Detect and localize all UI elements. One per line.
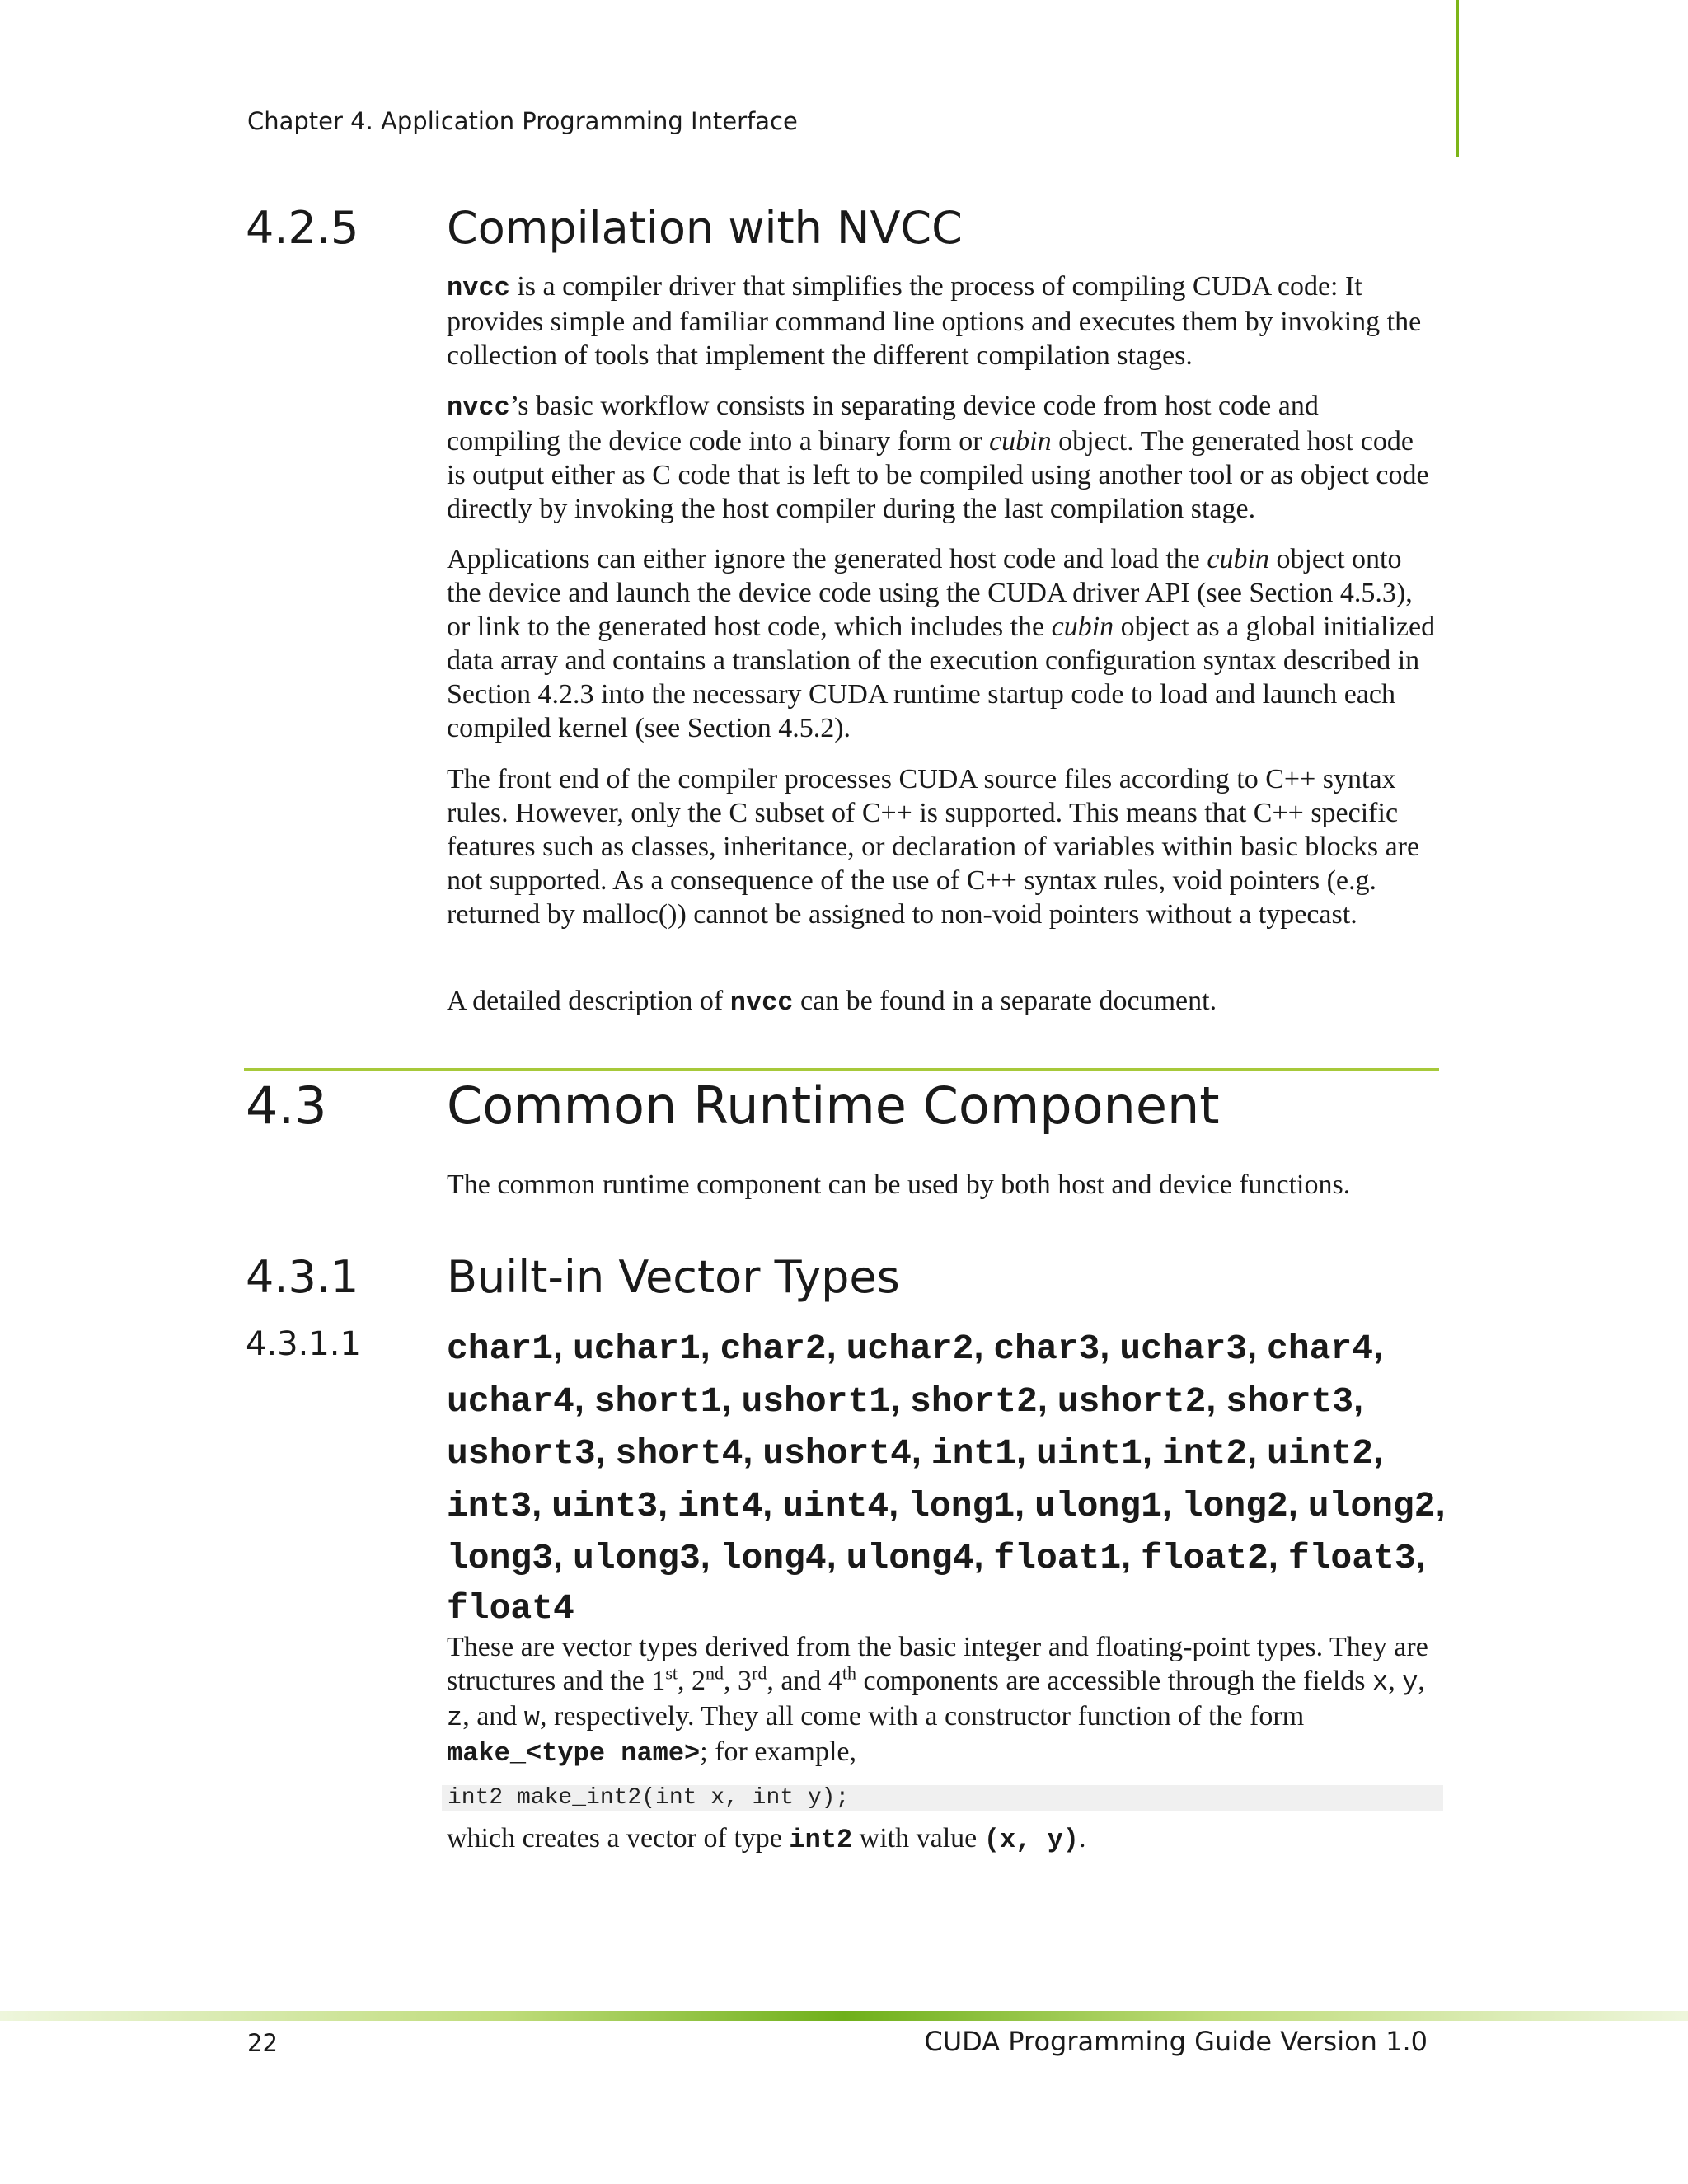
field-name-y: y: [1402, 1667, 1418, 1698]
list-separator: ,: [826, 1536, 846, 1576]
ordinal-suffix: nd: [706, 1662, 724, 1684]
inline-code-nvcc: nvcc: [447, 273, 510, 303]
paragraph-text: object. The generated host code is output either as C code that is left to be compiled using another tool or as object code directly by invoking the host compiler during the last compilation stage.: [447, 426, 1429, 524]
vector-type-name: float4: [447, 1587, 574, 1629]
list-separator: ,: [1142, 1432, 1162, 1471]
vector-type-name: ushort3: [447, 1433, 596, 1474]
list-separator: ,: [1435, 1483, 1446, 1524]
vector-type-name: long2: [1181, 1485, 1288, 1526]
vector-type-name: char3: [993, 1329, 1100, 1369]
paragraph-front-end: The front end of the compiler processes CUDA source files according to C++ syntax rules. However, only the C subset of C++ is supported. This means that C++ specific features such as classes, inheritance, or declaration of variables within basic blocks are not supported. As a consequence of the use of C++ syntax rules, void pointers (e.g. returned by malloc()) cannot be assigned to non-void pointers without a typecast.: [447, 764, 1420, 930]
list-separator: ,: [1247, 1327, 1268, 1366]
list-separator: ,: [574, 1379, 594, 1419]
vector-type-name: int3: [447, 1485, 532, 1526]
paragraph-nvcc-intro: [447, 269, 1436, 373]
vector-type-name: ushort1: [741, 1380, 891, 1422]
list-separator: ,: [762, 1483, 783, 1524]
list-separator: ,: [1415, 1536, 1426, 1576]
ordinal-suffix: rd: [752, 1662, 767, 1684]
list-separator: ,: [553, 1327, 573, 1366]
list-separator: ,: [1268, 1536, 1288, 1576]
vector-type-name: long4: [720, 1538, 827, 1578]
list-separator: ,: [595, 1432, 616, 1471]
section-title-common-runtime-component: Common Runtime Component: [447, 1076, 1220, 1136]
list-separator: ,: [1016, 1432, 1036, 1471]
list-separator: ,: [1206, 1379, 1226, 1419]
document-title: CUDA Programming Guide Version 1.0: [924, 2026, 1428, 2057]
paragraph-text: can be found in a separate document.: [793, 986, 1217, 1016]
vector-type-name: float1: [993, 1538, 1122, 1578]
list-separator: ,: [911, 1432, 931, 1471]
vector-type-name: ushort2: [1057, 1380, 1207, 1422]
inline-code-nvcc: nvcc: [729, 987, 794, 1018]
vector-type-name: uint4: [782, 1485, 889, 1526]
vector-type-name: int1: [931, 1433, 1017, 1474]
list-separator: ,: [1015, 1483, 1035, 1524]
ordinal-suffix: th: [842, 1662, 857, 1684]
vector-type-name: uchar4: [447, 1380, 574, 1422]
emphasis-cubin: cubin: [989, 426, 1052, 457]
paragraph-text: , and 4: [767, 1666, 842, 1696]
vector-type-name: uchar2: [846, 1329, 974, 1369]
paragraph-vector-types-description: [447, 1630, 1436, 1770]
vector-type-name: ulong3: [572, 1538, 701, 1578]
list-separator: ,: [826, 1327, 846, 1366]
field-name-x: x: [1372, 1667, 1389, 1698]
vector-type-name: long3: [447, 1538, 554, 1578]
emphasis-cubin: cubin: [1051, 612, 1114, 642]
section-divider: [244, 1068, 1439, 1071]
paragraph-text: which creates a vector of type: [447, 1823, 790, 1854]
vector-type-name: short1: [593, 1380, 722, 1422]
vector-type-name: char1: [447, 1329, 554, 1369]
field-name-w: w: [523, 1703, 540, 1733]
list-separator: ,: [973, 1327, 994, 1366]
vector-type-name: short4: [615, 1433, 743, 1474]
paragraph-applications: [447, 542, 1436, 745]
inline-code-int2: int2: [789, 1825, 853, 1855]
vector-type-name: ulong1: [1034, 1485, 1162, 1526]
vector-type-name: uint3: [551, 1485, 659, 1526]
list-separator: ,: [1037, 1379, 1057, 1419]
list-separator: ,: [1121, 1536, 1142, 1576]
list-separator: ,: [658, 1483, 678, 1524]
list-separator: ,: [889, 1483, 909, 1524]
paragraph-text: ’s basic workflow consists in separating device code from host code and compiling the device code into a binary form or: [447, 391, 1319, 457]
list-separator: ,: [1100, 1327, 1120, 1366]
vector-type-name: char2: [720, 1329, 827, 1369]
list-separator: ,: [1373, 1327, 1383, 1366]
vector-type-name: long1: [908, 1485, 1015, 1526]
paragraph-text: , 3: [724, 1666, 752, 1696]
section-number-4-2-5: 4.2.5: [246, 202, 359, 254]
paragraph-text: ; for example,: [700, 1736, 857, 1767]
paragraph-text: , and: [462, 1701, 524, 1732]
list-separator: ,: [1373, 1432, 1383, 1471]
list-separator: ,: [890, 1379, 911, 1419]
vector-type-name: short3: [1226, 1380, 1354, 1422]
code-example-make-int2: int2 make_int2(int x, int y);: [448, 1785, 850, 1811]
inline-code-nvcc: nvcc: [447, 392, 510, 423]
page-number: 22: [247, 2029, 278, 2057]
paragraph-text: , respectively. They all come with a constructor function of the form: [540, 1701, 1305, 1732]
paragraph-text: object as a global initialized data array and contains a translation of the execution configuration syntax described in Section 4.2.3 into the necessary CUDA runtime startup code to load and launch each compiled kernel (see Section 4.5.2).: [447, 612, 1436, 743]
list-separator: ,: [1287, 1483, 1308, 1524]
vector-type-name: short2: [910, 1380, 1038, 1422]
vector-type-name: int2: [1161, 1433, 1248, 1474]
vector-type-name: ushort4: [762, 1433, 912, 1474]
paragraph-detailed-description: [447, 984, 1436, 1019]
list-separator: ,: [721, 1379, 742, 1419]
vector-type-name: uchar3: [1119, 1329, 1248, 1369]
paragraph-text: , 2: [678, 1666, 706, 1696]
vector-type-name: int4: [678, 1485, 763, 1526]
field-name-z: z: [447, 1703, 463, 1733]
vector-type-name: ulong2: [1307, 1485, 1436, 1526]
vector-type-name: uint2: [1267, 1433, 1374, 1474]
list-separator: ,: [532, 1483, 552, 1524]
section-number-4-3: 4.3: [246, 1076, 327, 1136]
list-separator: ,: [700, 1327, 720, 1366]
emphasis-cubin: cubin: [1207, 544, 1269, 574]
paragraph-common-runtime-intro: The common runtime component can be used by both host and device functions.: [447, 1169, 1351, 1200]
list-separator: ,: [973, 1536, 994, 1576]
paragraph-text: .: [1078, 1823, 1086, 1854]
paragraph-which-creates: [447, 1821, 1436, 1857]
footer-gradient-rule: [0, 2011, 1688, 2021]
paragraph-text: These are vector types derived from the basic integer and floating-point types. They are structures and the 1: [447, 1632, 1428, 1696]
list-separator: ,: [1161, 1483, 1182, 1524]
list-separator: ,: [743, 1432, 763, 1471]
list-separator: ,: [1353, 1379, 1364, 1419]
inline-code-make-type-name: make_<type name>: [447, 1738, 701, 1769]
paragraph-text: is a compiler driver that simplifies the process of compiling CUDA code: It provides simple and familiar command line options and executes them by invoking the collection of tools that implement the different compilation stages.: [447, 271, 1422, 371]
running-head: Chapter 4. Application Programming Interface: [247, 107, 798, 135]
vector-type-name: float2: [1141, 1538, 1268, 1578]
paragraph-nvcc-workflow: [447, 389, 1436, 526]
paragraph-text: A detailed description of: [447, 986, 730, 1016]
vector-type-name: uchar1: [572, 1329, 701, 1369]
list-separator: ,: [700, 1536, 720, 1576]
paragraph-text: Applications can either ignore the generated host code and load the: [447, 544, 1207, 574]
vector-type-name: char4: [1267, 1329, 1374, 1369]
list-separator: ,: [553, 1536, 573, 1576]
ordinal-suffix: st: [665, 1662, 678, 1684]
list-separator: ,: [1247, 1432, 1268, 1471]
inline-code-x-y: (x, y): [983, 1825, 1079, 1855]
vector-type-name: float3: [1287, 1538, 1416, 1578]
paragraph-text: object onto the device and launch the device code using the CUDA driver API (see Section 4.5.3), or link to the generated host code, which includes the: [447, 544, 1413, 642]
section-title-built-in-vector-types: Built-in Vector Types: [447, 1251, 900, 1303]
corner-accent-rule: [1456, 0, 1459, 157]
section-title-compilation-with-nvcc: Compilation with NVCC: [447, 202, 963, 254]
vector-type-name: uint1: [1035, 1433, 1142, 1474]
vector-type-name: ulong4: [846, 1538, 974, 1578]
paragraph-text: with value: [852, 1823, 984, 1854]
paragraph-text: components are accessible through the fields: [856, 1666, 1373, 1696]
paragraph-text: ,: [1418, 1666, 1425, 1696]
section-number-4-3-1: 4.3.1: [246, 1251, 359, 1303]
vector-type-list-heading: [447, 1322, 1469, 1633]
section-number-4-3-1-1: 4.3.1.1: [246, 1325, 361, 1363]
paragraph-text: ,: [1388, 1666, 1403, 1696]
